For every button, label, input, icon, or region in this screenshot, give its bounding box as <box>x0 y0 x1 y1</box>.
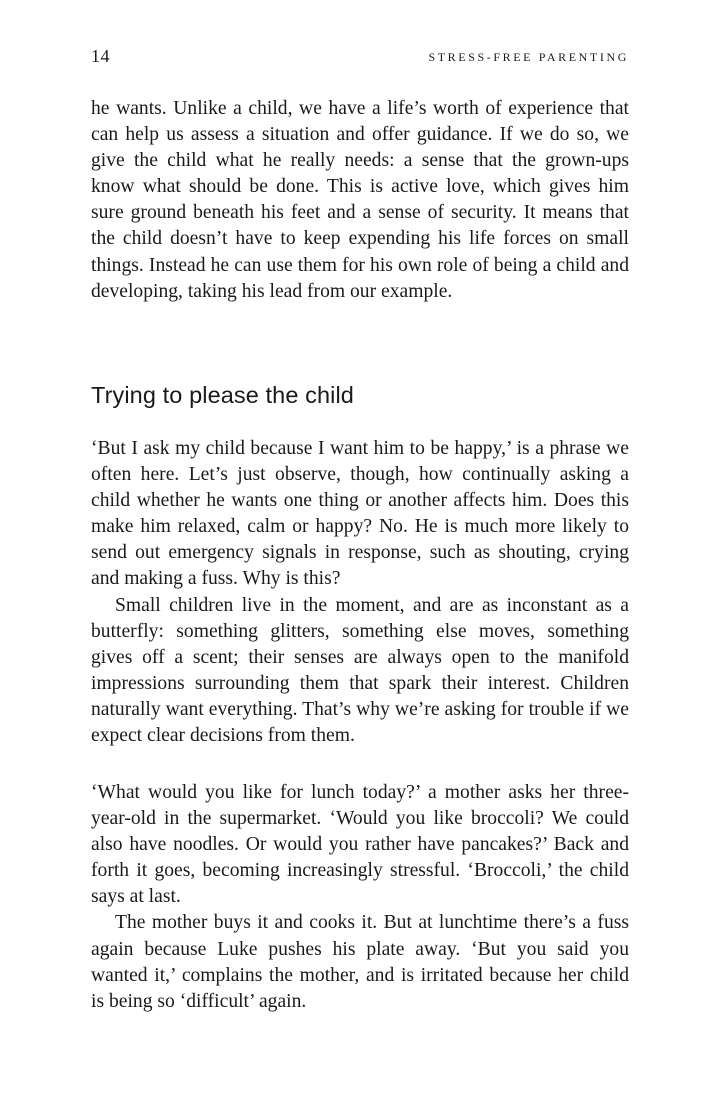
running-head <box>91 46 629 70</box>
page-number: 14 <box>91 46 110 66</box>
book-page <box>91 0 629 1096</box>
paragraph: Small children live in the moment, and are as inconstant as a butterfly: something glitters, something else moves, something gives off a scent; their senses are always open to the manifold impressions surrounding them that spark their interest. Children naturally want everything. That’s why we’re asking for trouble if we expect clear decisions from them. <box>91 594 629 747</box>
paragraph: ‘But I ask my child because I want him to be happy,’ is a phrase we often here. Let’s just observe, though, how continually asking a child whether he wants one thing or another affects him. Does this make him relaxed, calm or happy? No. He is much more likely to send out emergency signals in response, such as shouting, crying and making a fuss. Why is this? <box>91 438 629 590</box>
section-heading: Trying to please the child <box>91 382 354 408</box>
section-text-group <box>91 436 629 749</box>
paragraph: he wants. Unlike a child, we have a life’s worth of experience that can help us assess a situation and offer guidance. If we do so, we give the child what he really needs: a sense that the grown-ups know what should be done. This is active love, which gives him sure ground beneath his feet and a sense of security. It means that the child doesn’t have to keep expending his life forces on small things. Instead he can use them for his own role of being a child and developing, taking his lead from our example. <box>91 98 629 302</box>
running-title: STRESS-FREE PARENTING <box>428 50 629 64</box>
paragraph: The mother buys it and cooks it. But at lunchtime there’s a fuss again because Luke pushes his plate away. ‘But you said you wanted it,’ complains the mother, and is irritated because her child is being so ‘difficult’ again. <box>91 912 629 1012</box>
section-text-group <box>91 780 629 1015</box>
continued-text <box>91 96 629 305</box>
paragraph: ‘What would you like for lunch today?’ a mother asks her three-year-old in the supermarket. ‘Would you like broccoli? We could also have noodles. Or would you rather have pancakes?’ Back and forth it goes, becoming increasingly stressful. ‘Broccoli,’ the child says at last. <box>91 782 629 908</box>
